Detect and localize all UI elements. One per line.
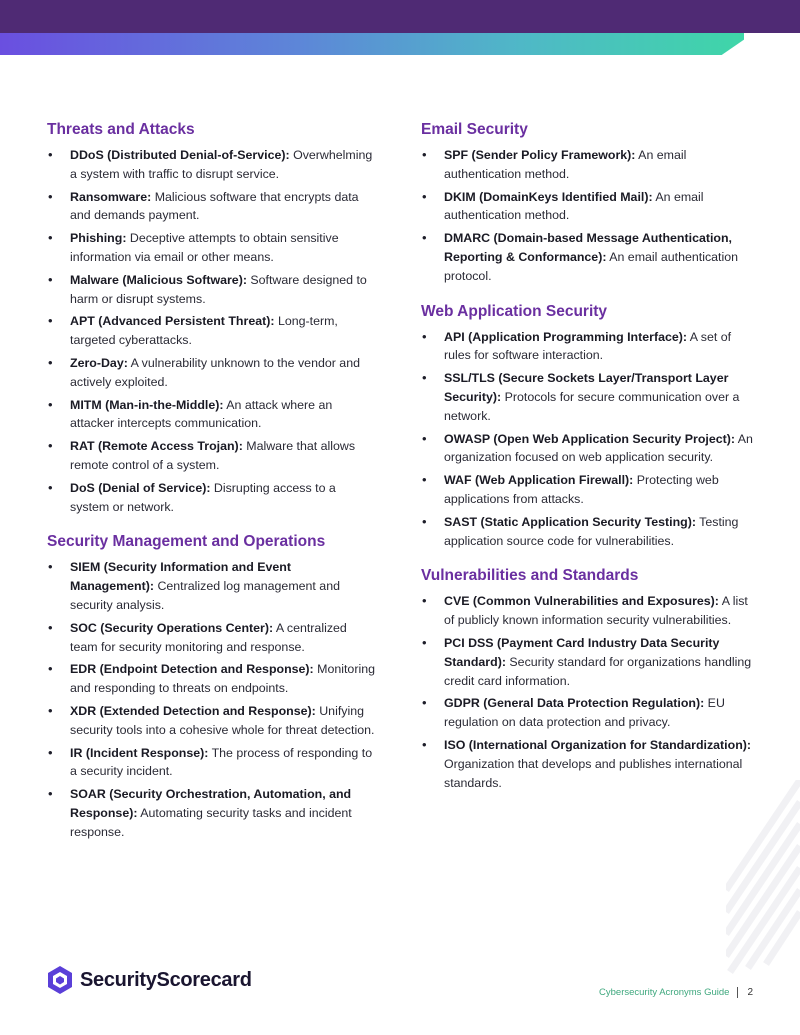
acronym-definition: Software designed to harm or disrupt systems. bbox=[70, 272, 367, 306]
list-item bbox=[47, 744, 377, 782]
section-heading-web-application-security: Web Application Security bbox=[421, 302, 608, 320]
footer-doc-title: Cybersecurity Acronyms Guide bbox=[599, 987, 730, 998]
acronym-term: Zero-Day: bbox=[70, 355, 128, 370]
section-heading-vulnerabilities-and-standards: Vulnerabilities and Standards bbox=[421, 567, 639, 585]
list-item bbox=[421, 229, 756, 285]
list-item bbox=[421, 369, 756, 425]
list-item bbox=[47, 396, 377, 434]
acronym-definition: Disrupting access to a system or network. bbox=[70, 480, 336, 514]
acronym-definition: An email authentication method. bbox=[444, 189, 704, 223]
acronym-term: XDR (Extended Detection and Response): bbox=[70, 703, 316, 718]
list-item bbox=[47, 146, 377, 184]
acronym-term: SSL/TLS (Secure Sockets Layer/Transport Layer Security): bbox=[444, 371, 729, 404]
list-item bbox=[47, 229, 377, 267]
logo-wordmark: SecurityScorecard bbox=[80, 968, 252, 991]
acronym-list bbox=[47, 146, 377, 516]
acronym-definition: Security standard for organizations handling credit card information. bbox=[444, 654, 752, 688]
acronym-term: CVE (Common Vulnerabilities and Exposures): bbox=[444, 594, 719, 609]
acronym-list bbox=[421, 146, 756, 286]
acronym-definition: A vulnerability unknown to the vendor and actively exploited. bbox=[70, 355, 360, 389]
right-column bbox=[421, 120, 756, 808]
list-item bbox=[421, 430, 756, 468]
acronym-definition: Centralized log management and security analysis. bbox=[70, 579, 340, 612]
acronym-definition: Automating security tasks and incident response. bbox=[70, 805, 352, 839]
acronym-definition: EU regulation on data protection and privacy. bbox=[444, 696, 725, 730]
acronym-definition: A list of publicly known information security vulnerabilities. bbox=[444, 594, 748, 628]
list-item bbox=[47, 271, 377, 309]
acronym-term: WAF (Web Application Firewall): bbox=[444, 473, 634, 488]
acronym-term: EDR (Endpoint Detection and Response): bbox=[70, 662, 314, 677]
page-footer bbox=[599, 987, 753, 998]
acronym-definition: Overwhelming a system with traffic to disrupt service. bbox=[70, 148, 373, 181]
list-item bbox=[421, 592, 756, 630]
acronym-term: Malware (Malicious Software): bbox=[70, 272, 247, 287]
section-heading-security-management-and-operations: Security Management and Operations bbox=[47, 533, 326, 551]
acronym-definition: Protecting web applications from attacks. bbox=[444, 473, 719, 506]
acronym-definition: Malware that allows remote control of a system. bbox=[70, 439, 356, 472]
list-item bbox=[421, 694, 756, 732]
acronym-term: GDPR (General Data Protection Regulation): bbox=[444, 696, 705, 711]
list-item bbox=[47, 188, 377, 226]
acronym-definition: An email authentication protocol. bbox=[444, 249, 739, 283]
acronym-definition: Malicious software that encrypts data and demands payment. bbox=[70, 189, 359, 223]
acronym-definition: An email authentication method. bbox=[444, 148, 687, 181]
acronym-term: Ransomware: bbox=[70, 189, 152, 204]
list-item bbox=[421, 146, 756, 184]
acronym-term: PCI DSS (Payment Card Industry Data Security Standard): bbox=[444, 635, 720, 669]
list-item bbox=[421, 188, 756, 226]
acronym-definition: An attack where an attacker intercepts communication. bbox=[70, 397, 333, 431]
acronym-term: SOC (Security Operations Center): bbox=[70, 620, 274, 635]
list-item bbox=[47, 558, 377, 614]
list-item bbox=[421, 471, 756, 509]
acronym-definition: Unifying security tools into a cohesive whole for threat detection. bbox=[70, 703, 375, 737]
acronym-list bbox=[421, 328, 756, 551]
acronym-term: SPF (Sender Policy Framework): bbox=[444, 148, 636, 162]
list-item bbox=[47, 785, 377, 841]
list-item bbox=[47, 354, 377, 392]
acronym-definition: The process of responding to a security incident. bbox=[70, 745, 373, 779]
acronym-definition: Protocols for secure communication over a network. bbox=[444, 389, 740, 423]
list-item bbox=[421, 328, 756, 366]
acronym-term: SAST (Static Application Security Testing): bbox=[444, 514, 696, 529]
acronym-term: RAT (Remote Access Trojan): bbox=[70, 439, 243, 454]
acronym-term: API (Application Programming Interface): bbox=[444, 329, 688, 344]
acronym-list bbox=[421, 592, 756, 792]
acronym-definition: Testing application source code for vulnerabilities. bbox=[444, 514, 739, 548]
acronym-definition: Monitoring and responding to threats on endpoints. bbox=[70, 662, 375, 696]
list-item bbox=[47, 660, 377, 698]
footer-divider bbox=[737, 987, 738, 998]
list-item bbox=[421, 634, 756, 690]
acronym-term: DDoS (Distributed Denial-of-Service): bbox=[70, 148, 290, 162]
list-item bbox=[47, 619, 377, 657]
acronym-term: SIEM (Security Information and Event Management): bbox=[70, 560, 291, 594]
section-heading-threats-and-attacks: Threats and Attacks bbox=[47, 121, 195, 138]
section-heading-email-security: Email Security bbox=[421, 121, 528, 138]
decorative-stripes bbox=[726, 780, 800, 980]
acronym-definition: A centralized team for security monitoring and response. bbox=[70, 620, 347, 654]
acronym-term: OWASP (Open Web Application Security Project): bbox=[444, 431, 735, 446]
page-number: 2 bbox=[747, 987, 753, 998]
acronym-term: IR (Incident Response): bbox=[70, 745, 209, 760]
list-item bbox=[47, 702, 377, 740]
list-item bbox=[421, 513, 756, 551]
logo-icon bbox=[46, 965, 74, 995]
list-item bbox=[47, 312, 377, 350]
acronym-term: SOAR (Security Orchestration, Automation, and Response): bbox=[70, 787, 352, 820]
acronym-term: DKIM (DomainKeys Identified Mail): bbox=[444, 189, 653, 204]
brand-logo bbox=[46, 965, 252, 995]
acronym-list bbox=[47, 558, 377, 841]
list-item bbox=[47, 479, 377, 517]
acronym-definition: An organization focused on web application security. bbox=[444, 431, 753, 465]
header-bar bbox=[0, 0, 800, 33]
list-item bbox=[421, 736, 756, 792]
acronym-term: DoS (Denial of Service): bbox=[70, 480, 211, 495]
list-item bbox=[47, 437, 377, 475]
acronym-term: Phishing: bbox=[70, 231, 127, 246]
left-column bbox=[47, 120, 377, 858]
acronym-term: ISO (International Organization for Standardization): bbox=[444, 737, 752, 752]
acronym-term: DMARC (Domain-based Message Authentication, Reporting & Conformance): bbox=[444, 231, 732, 264]
acronym-definition: A set of rules for software interaction. bbox=[444, 329, 732, 363]
acronym-definition: Long-term, targeted cyberattacks. bbox=[70, 314, 338, 348]
acronym-definition: Deceptive attempts to obtain sensitive information via email or other means. bbox=[70, 231, 339, 264]
acronym-term: MITM (Man-in-the-Middle): bbox=[70, 397, 224, 412]
acronym-term: APT (Advanced Persistent Threat): bbox=[70, 314, 275, 329]
acronym-definition: Organization that develops and publishes international standards. bbox=[444, 756, 743, 790]
header-gradient-stripe bbox=[0, 33, 744, 55]
